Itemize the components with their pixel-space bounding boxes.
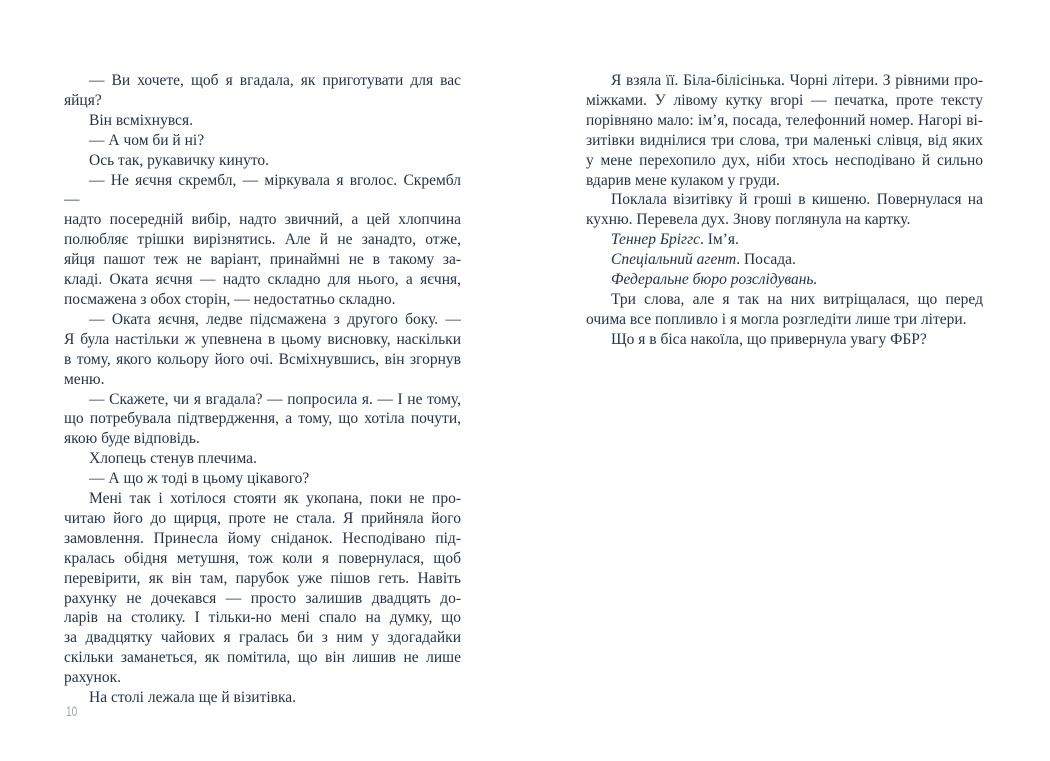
text-line: скільки заманеться, як помітила, що він лишив не лише [64, 649, 461, 667]
text-line: яйця? [64, 91, 102, 109]
paragraph [64, 111, 461, 131]
text-line: Хлопець стенув плечима. [89, 450, 257, 468]
paragraph [586, 230, 983, 250]
text-line: рахунок. [64, 669, 121, 687]
left-page [64, 71, 461, 731]
italic-text-segment: Федеральне бюро розслідувань. [611, 271, 818, 289]
text-line: полюбляє трішки вирізнятись. Але й не занадто, отже, [64, 231, 461, 249]
text-line: вдарив мене кулаком у груди. [586, 171, 780, 189]
paragraph [586, 71, 983, 190]
text-line: Мені так і хотілося стояти як укопана, поки не про- [89, 490, 461, 508]
text-line: в тому, якого кольору його очі. Всміхнувшись, він згорнув [64, 350, 461, 368]
text-line: надто посередній вибір, надто звичний, а цей хлопчина [64, 211, 461, 229]
text-line: Я була настільки ж упевнена в цьому висновку, наскільки [64, 330, 461, 348]
right-page [586, 71, 983, 731]
page-number: 10 [66, 703, 78, 719]
italic-text-segment: Спеціальний агент [611, 251, 737, 269]
text-line: Поклала візитівку й гроші в кишеню. Повернулася на [611, 191, 983, 209]
text-line: порівняно мало: ім’я, посада, телефонний номер. Нагорі ві- [586, 111, 983, 129]
text-line: що потребувала підтвердження, а тому, що хотіла почути, [64, 410, 461, 428]
text-line [586, 250, 983, 270]
text-line: кухню. Перевела дух. Знову поглянула на картку. [586, 211, 911, 229]
text-line [586, 230, 983, 250]
text-line: — Скажете, чи я вгадала? — попросила я. — І не тому, [89, 390, 461, 408]
text-line: яйця пашот теж не варіант, принаймні не в такому за- [64, 251, 461, 269]
text-line: — Не яєчня скрембл, — міркувала я вголос. Скрембл — [64, 171, 461, 209]
text-line: у мене перехопило дух, ніби хтось несподівано й сильно [586, 151, 983, 169]
text-segment: . Ім’я. [700, 231, 739, 249]
text-line: очима все попливло і я могла розгледіти лише три літери. [586, 310, 967, 328]
text-line: міжками. У лівому кутку вгорі — печатка, проте тексту [586, 91, 983, 109]
text-line: Ось так, рукавичку кинуто. [89, 151, 270, 169]
left-page-text [64, 71, 461, 708]
paragraph [64, 489, 461, 688]
paragraph [586, 270, 983, 290]
text-line: ларів на столику. І тільки-но мені спало на думку, що [64, 609, 461, 627]
text-line: Він всміхнувся. [89, 111, 193, 129]
paragraph [586, 250, 983, 270]
right-page-text [586, 71, 983, 350]
paragraph [586, 290, 983, 330]
text-line: Три слова, але я так на них витріщалася, що перед [611, 290, 983, 308]
paragraph [586, 190, 983, 230]
text-line: Я взяла її. Біла-білісінька. Чорні літери. З рівними про- [611, 72, 983, 89]
text-line: — Ви хочете, щоб я вгадала, як приготувати для вас [89, 72, 461, 89]
paragraph [64, 131, 461, 151]
text-line: меню. [64, 370, 105, 388]
text-line: зитівки виднілися три слова, три маленькі слівця, від яких [586, 131, 983, 149]
text-line: — Оката яєчня, ледве підсмажена з другого боку. — [89, 310, 461, 328]
text-line: за двадцятку чайових я гралась би з ним у здогадайки [64, 629, 461, 647]
text-line: замовлення. Принесла йому сніданок. Несподівано під- [64, 529, 461, 547]
paragraph [64, 71, 461, 111]
text-line: кралась обідня метушня, тож коли я повернулася, щоб [64, 549, 461, 567]
paragraph [64, 390, 461, 450]
paragraph [64, 469, 461, 489]
paragraph [586, 330, 983, 350]
text-line: — А чом би й ні? [89, 131, 205, 149]
text-line: рахунку не дочекався — просто залишив двадцять до- [64, 589, 461, 607]
text-line: посмажена з обох сторін, — недостатньо складно. [64, 290, 396, 308]
paragraph [64, 151, 461, 171]
text-line: Що я в біса накоїла, що привернула увагу ФБР? [611, 330, 927, 348]
text-segment: . Посада. [736, 251, 796, 269]
paragraph [64, 171, 461, 310]
italic-text-segment: Теннер Бріггс [611, 231, 700, 249]
text-line: — А що ж тоді в цьому цікавого? [89, 470, 310, 488]
text-line: перевірити, як він там, парубок уже пішов геть. Навіть [64, 569, 461, 587]
text-line: кладі. Оката яєчня — надто складно для нього, а яєчня, [64, 271, 461, 289]
text-line: На столі лежала ще й візитівка. [89, 689, 297, 707]
text-line [586, 270, 983, 290]
paragraph [64, 449, 461, 469]
text-line: читаю його до щирця, проте не стала. Я прийняла його [64, 509, 461, 527]
text-line: якою буде відповідь. [64, 430, 200, 448]
paragraph [64, 688, 461, 708]
paragraph [64, 310, 461, 390]
